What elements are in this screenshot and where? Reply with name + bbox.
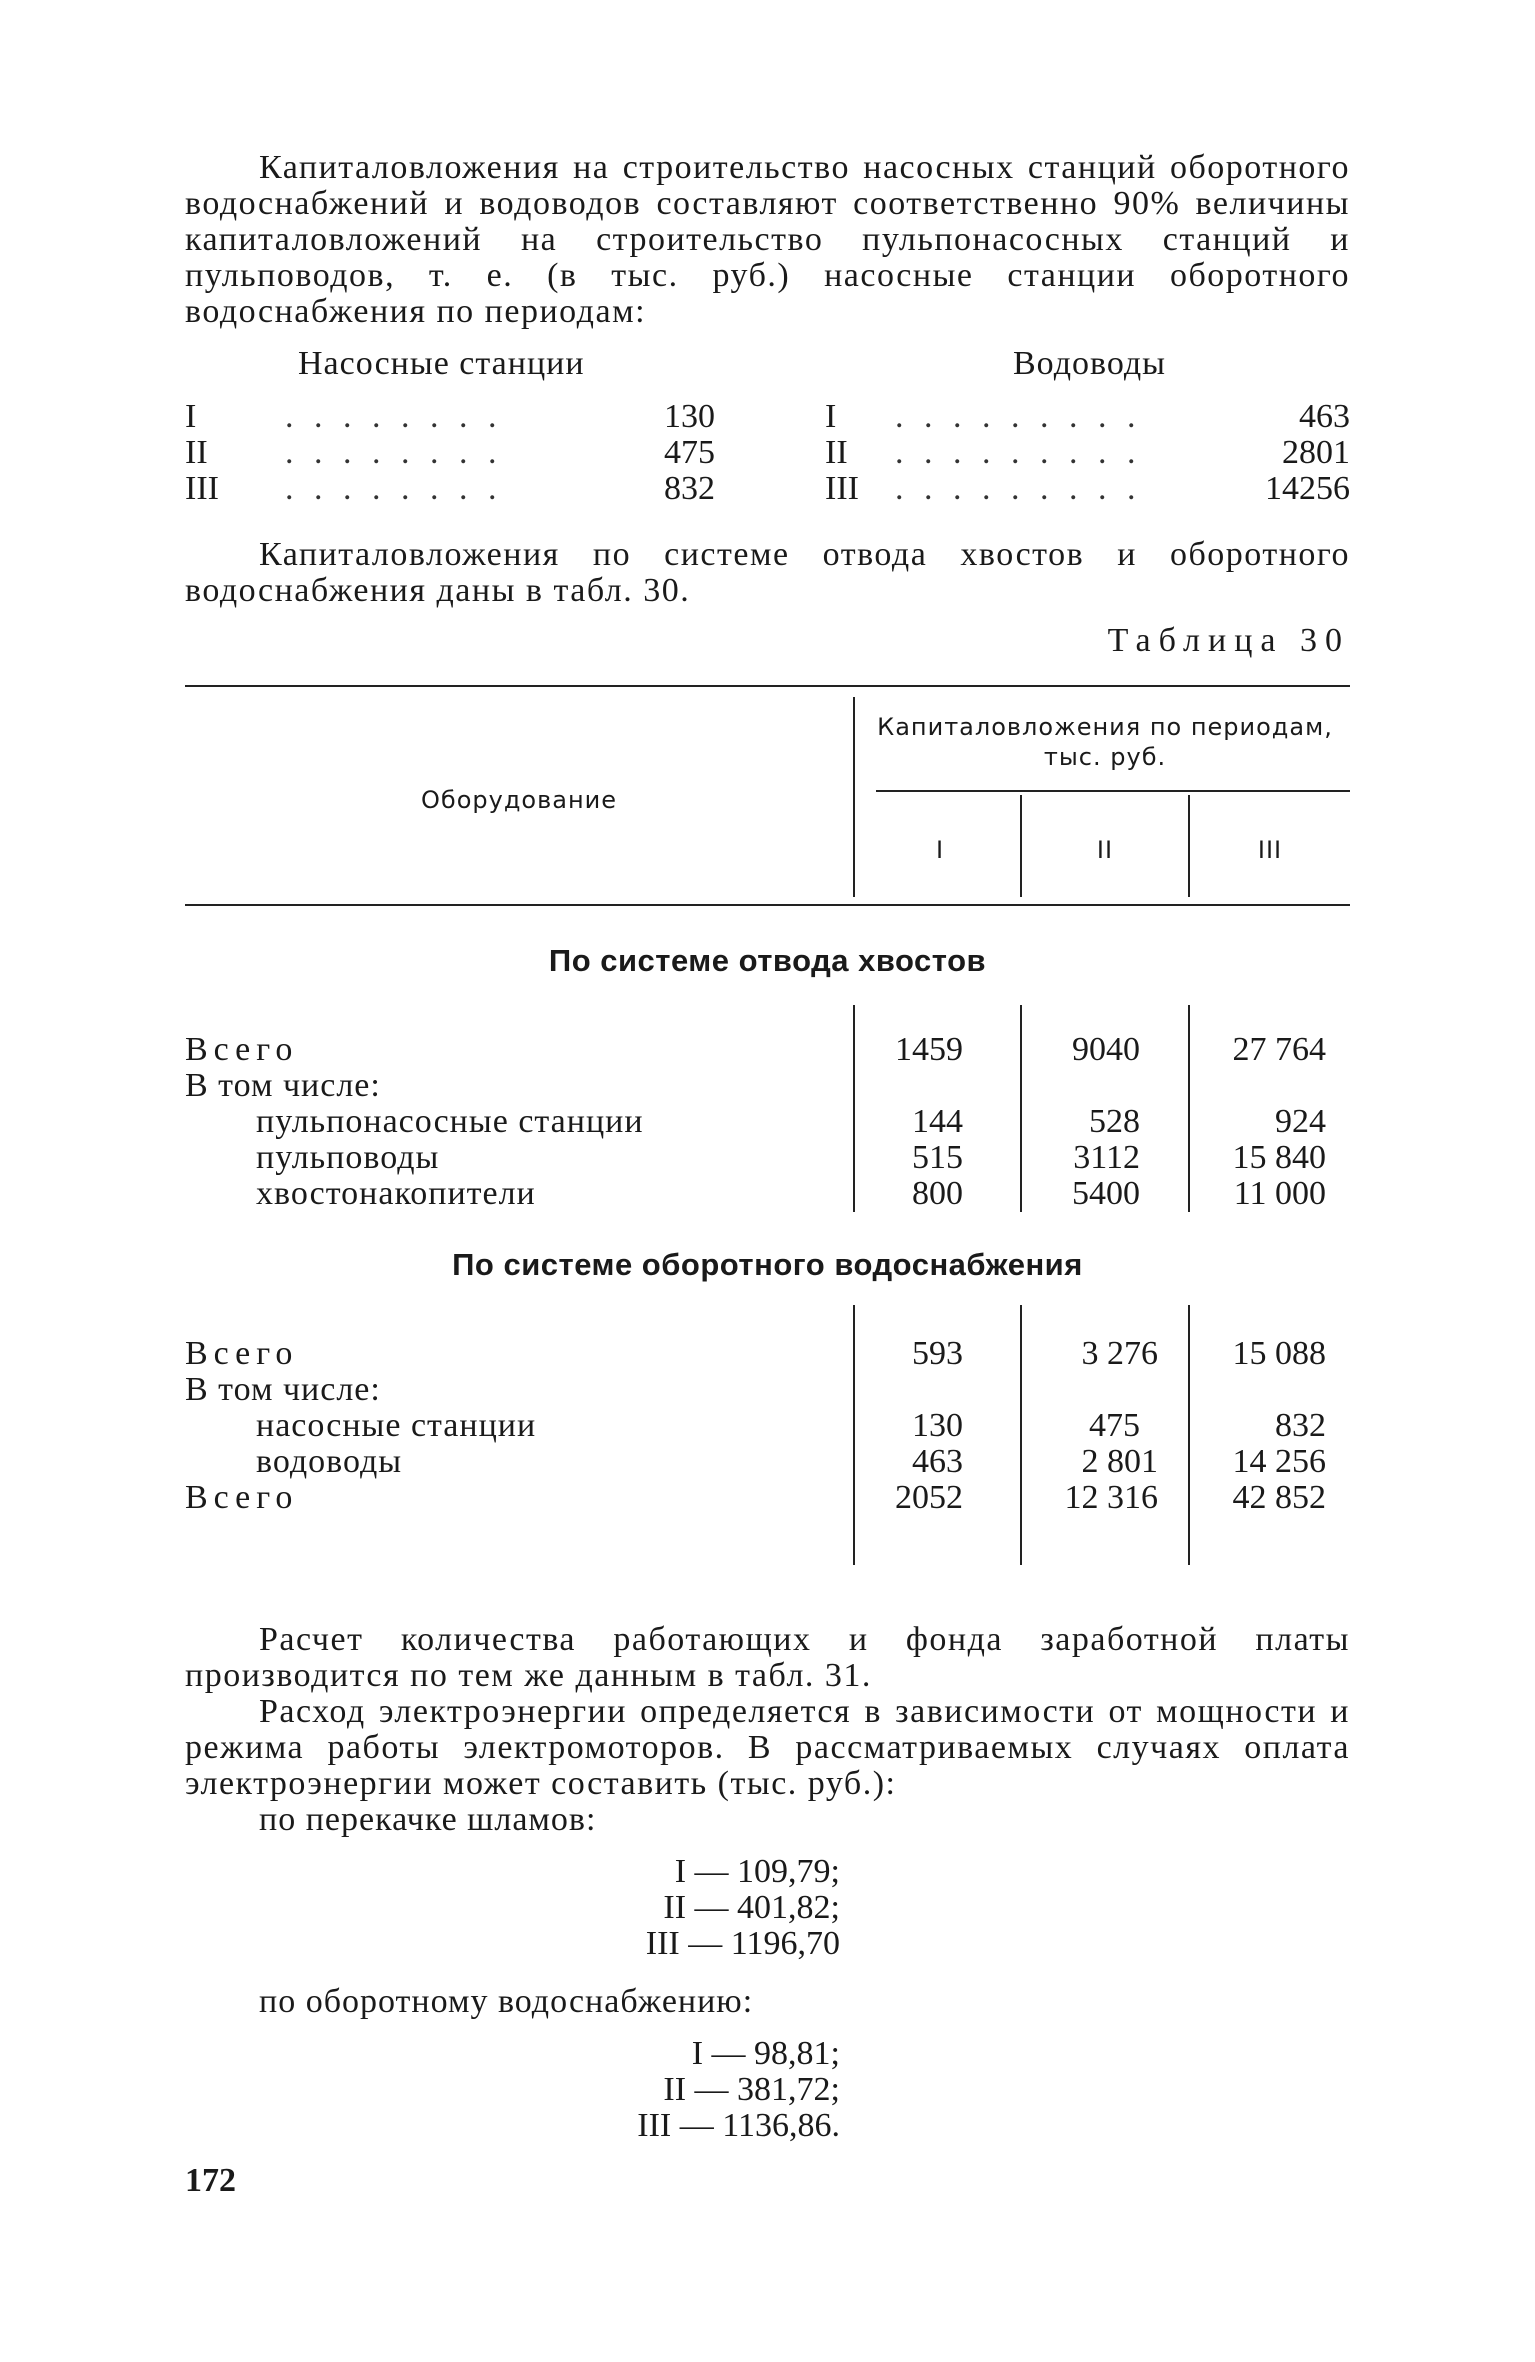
period-header-2: II <box>1096 836 1114 864</box>
row-label-including: В том числе: <box>185 1067 381 1104</box>
cell-value: 3112 <box>1073 1139 1140 1176</box>
cell-value: 475 <box>1089 1407 1140 1444</box>
leader-dots: . . . . . . . . <box>285 470 503 507</box>
row-label-including: В том числе: <box>185 1371 381 1408</box>
row-label-grand-total: Всего <box>185 1479 299 1516</box>
period-label: I <box>185 398 197 435</box>
period-header-1: I <box>935 836 945 864</box>
cell-value: 528 <box>1089 1103 1140 1140</box>
row-label: хвостонакопители <box>256 1175 536 1212</box>
row-label: насосные станции <box>256 1407 537 1444</box>
cell-value: 800 <box>912 1175 963 1212</box>
list-value: 832 <box>664 470 715 507</box>
list-value: 2801 <box>1282 434 1350 471</box>
cell-value: 593 <box>912 1335 963 1372</box>
water-pipes-title: Водоводы <box>1013 345 1166 382</box>
leader-dots: . . . . . . . . <box>285 398 503 435</box>
cell-value: 3 276 <box>1081 1335 1158 1372</box>
list-value: 14256 <box>1265 470 1350 507</box>
cell-value: 27 764 <box>1232 1031 1326 1068</box>
cell-value: 1459 <box>895 1031 963 1068</box>
leader-dots: . . . . . . . . . <box>895 398 1142 435</box>
period-label: II <box>185 434 208 471</box>
period-header-3: III <box>1257 836 1283 864</box>
cell-value: 12 316 <box>1064 1479 1158 1516</box>
section-title-water-supply: По системе оборотного водоснабжения <box>452 1247 1083 1282</box>
column-divider <box>853 1305 855 1565</box>
list-item <box>825 471 1350 507</box>
list-value: 130 <box>664 398 715 435</box>
sludge-formula-2: II — 401,82; <box>663 1889 840 1926</box>
list-item <box>825 435 1350 471</box>
pumping-stations-title: Насосные станции <box>298 345 585 382</box>
cell-value: 9040 <box>1072 1031 1140 1068</box>
period-label: I <box>825 398 837 435</box>
row-label: пульпонасосные станции <box>256 1103 644 1140</box>
row-label-total: Всего <box>185 1031 299 1068</box>
cell-value: 144 <box>912 1103 963 1140</box>
cell-value: 130 <box>912 1407 963 1444</box>
period-label: III <box>185 470 219 507</box>
cell-value: 2052 <box>895 1479 963 1516</box>
row-label: водоводы <box>256 1443 403 1480</box>
row-label: пульповоды <box>256 1139 440 1176</box>
list-value: 475 <box>664 434 715 471</box>
equipment-header: Оборудование <box>421 786 617 814</box>
page-number: 172 <box>185 2162 236 2199</box>
leader-dots: . . . . . . . . <box>285 434 503 471</box>
leader-dots: . . . . . . . . . <box>895 434 1142 471</box>
period-label: III <box>825 470 859 507</box>
header-sub-rule <box>876 790 1350 792</box>
cell-value: 14 256 <box>1232 1443 1326 1480</box>
cell-value: 515 <box>912 1139 963 1176</box>
list-item <box>185 471 715 507</box>
list-item <box>825 399 1350 435</box>
column-divider <box>853 697 855 897</box>
cell-value: 11 000 <box>1233 1175 1326 1212</box>
leader-dots: . . . . . . . . . <box>895 470 1142 507</box>
table-caption: Таблица 30 <box>1107 622 1350 659</box>
water-label: по оборотному водоснабжению: <box>259 1983 754 2020</box>
paragraph-workers: Расчет количества работающих и фонда заработной платы производится по тем же данным в табл. 31. <box>185 1621 1350 1694</box>
header-bottom-rule <box>185 904 1350 906</box>
period-group-header: Капиталовложения по периодам, тыс. руб. <box>877 713 1333 771</box>
cell-value: 15 840 <box>1232 1139 1326 1176</box>
paragraph-table-ref: Капиталовложения по системе отвода хвостов и оборотного водоснабжения даны в табл. 30. <box>185 536 1350 609</box>
cell-value: 2 801 <box>1081 1443 1158 1480</box>
list-item <box>185 399 715 435</box>
cell-value: 463 <box>912 1443 963 1480</box>
list-value: 463 <box>1299 398 1350 435</box>
water-formula-2: II — 381,72; <box>663 2071 840 2108</box>
cell-value: 42 852 <box>1232 1479 1326 1516</box>
list-item <box>185 435 715 471</box>
section-title-tailings: По системе отвода хвостов <box>548 943 987 978</box>
sludge-formula-3: III — 1196,70 <box>645 1925 840 1962</box>
water-formula-3: III — 1136,86. <box>637 2107 840 2144</box>
sludge-label: по перекачке шламов: <box>259 1801 597 1838</box>
cell-value: 832 <box>1275 1407 1326 1444</box>
intro-paragraph: Капиталовложения на строительство насосных станций оборотного водоснабжений и водоводов составляют соответственно 90% величины капиталовложений на строительство пульпонасосных станций и пульповодов, т. е. (в тыс. руб.) насосные станции оборотного водоснабжения по периодам: <box>185 149 1350 330</box>
period-label: II <box>825 434 848 471</box>
row-label-total: Всего <box>185 1335 299 1372</box>
cell-value: 15 088 <box>1232 1335 1326 1372</box>
sludge-formula-1: I — 109,79; <box>674 1853 840 1890</box>
table-top-rule <box>185 685 1350 687</box>
water-formula-1: I — 98,81; <box>691 2035 840 2072</box>
column-divider <box>853 1005 855 1212</box>
cell-value: 5400 <box>1072 1175 1140 1212</box>
paragraph-electricity: Расход электроэнергии определяется в зависимости от мощности и режима работы электромоторов. В рассматриваемых случаях оплата электроэнергии может составить (тыс. руб.): <box>185 1693 1350 1802</box>
cell-value: 924 <box>1275 1103 1326 1140</box>
